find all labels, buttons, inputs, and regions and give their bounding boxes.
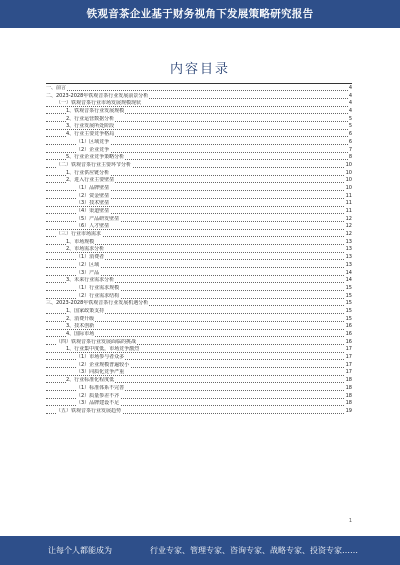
- toc-entry[interactable]: [46, 162, 352, 170]
- toc-entry[interactable]: [46, 239, 352, 247]
- toc-entry-page: 15: [345, 284, 352, 291]
- toc-entry-label: （1）消费者: [76, 254, 105, 261]
- header-band: [0, 0, 400, 28]
- toc-entry-page: 14: [345, 269, 352, 276]
- toc-entry[interactable]: [46, 185, 352, 193]
- toc-entry-page: 6: [348, 138, 352, 145]
- toc-entry-label: 3、技术创新: [66, 323, 95, 330]
- toc-entry-page: 5: [348, 115, 352, 122]
- toc-entry-page: 15: [345, 300, 352, 307]
- toc-entry-page: 11: [345, 192, 352, 199]
- toc-entry[interactable]: [46, 285, 352, 293]
- toc-entry-page: 13: [345, 238, 352, 245]
- toc-entry-page: 15: [345, 307, 352, 314]
- toc-entry-label: 1、国家政策支持: [66, 307, 105, 314]
- toc-entry-page: 17: [345, 354, 352, 361]
- toc-entry[interactable]: [46, 400, 352, 408]
- toc-entry-label: （2）企业竞争: [76, 146, 110, 153]
- toc-entry-page: 17: [345, 346, 352, 353]
- toc-entry-label: 三、2023-2028年铁观音茶行业发展机遇分析: [46, 300, 149, 307]
- toc-entry-label: （1）标准体系不完善: [76, 384, 125, 391]
- toc-entry-page: 18: [345, 384, 352, 391]
- toc-entry-label: （3）同质化竞争严重: [76, 369, 125, 376]
- toc-entry-label: （4）渠道壁垒: [76, 208, 110, 214]
- table-of-contents: [46, 83, 352, 416]
- toc-entry-label: （五）铁观音茶行业发展趋势: [56, 407, 122, 414]
- toc-entry[interactable]: [46, 369, 352, 377]
- toc-entry-label: 4、行业主要竞争格局: [66, 131, 115, 138]
- toc-entry[interactable]: [46, 100, 352, 108]
- toc-entry[interactable]: [46, 177, 352, 185]
- toc-entry-page: 11: [345, 200, 352, 207]
- toc-entry-label: （6）人才壁垒: [76, 223, 110, 230]
- toc-entry[interactable]: [46, 262, 352, 270]
- toc-entry-page: 16: [345, 338, 352, 345]
- toc-entry-label: 2、行业标准化程度低: [66, 377, 115, 384]
- toc-entry[interactable]: [46, 408, 352, 416]
- toc-entry-page: 10: [345, 169, 352, 176]
- toc-entry[interactable]: [46, 170, 352, 178]
- page-number: 1: [348, 518, 352, 524]
- toc-entry[interactable]: [46, 108, 352, 116]
- footer-band: [0, 536, 400, 565]
- toc-entry-page: 15: [345, 315, 352, 322]
- toc-entry[interactable]: [46, 362, 352, 370]
- toc-entry-label: （2）企业规模普遍较小: [76, 361, 130, 368]
- toc-entry-label: （四）铁观音茶行业发展面临的挑战: [56, 338, 137, 345]
- toc-entry-page: 10: [345, 184, 352, 191]
- toc-entry-label: 2、进入行业主要壁垒: [66, 177, 115, 184]
- toc-entry-label: 5、行业企业竞争策略分析: [66, 154, 125, 161]
- toc-entry-label: （1）区域竞争: [76, 138, 110, 145]
- toc-entry-label: 2、消费升级: [66, 315, 95, 322]
- toc-entry[interactable]: [46, 316, 352, 324]
- toc-divider: [46, 83, 352, 84]
- toc-entry[interactable]: [46, 323, 352, 331]
- toc-entry-page: 18: [345, 400, 352, 407]
- toc-entry-label: 1、行业供应链分析: [66, 169, 110, 176]
- toc-entry-page: 12: [345, 231, 352, 238]
- toc-entry[interactable]: [46, 331, 352, 339]
- toc-entry-page: 19: [345, 407, 352, 414]
- toc-entry-label: （2）行业需求结构: [76, 292, 120, 299]
- toc-entry-label: 2、行业运营数据分析: [66, 115, 115, 122]
- toc-entry-label: 2、市场需求分析: [66, 246, 105, 253]
- toc-entry[interactable]: [46, 277, 352, 285]
- toc-leader-dots: [46, 90, 352, 91]
- toc-entry-page: 11: [345, 208, 352, 214]
- toc-entry-label: （3）技术壁垒: [76, 200, 110, 207]
- toc-entry-page: 17: [345, 361, 352, 368]
- toc-entry[interactable]: [46, 300, 352, 308]
- toc-entry-label: 1、市场规模: [66, 238, 95, 245]
- toc-entry[interactable]: [46, 346, 352, 354]
- toc-entry[interactable]: [46, 293, 352, 301]
- toc-entry[interactable]: [46, 147, 352, 155]
- toc-entry-label: （2）质量参差不齐: [76, 392, 120, 399]
- toc-entry-label: （1）行业需求规模: [76, 284, 120, 291]
- toc-entry-label: 1、行业集中度低，市场竞争激烈: [66, 346, 140, 353]
- footer-slogan-left: 让每个人都能成为: [48, 546, 112, 555]
- toc-entry[interactable]: [46, 246, 352, 254]
- toc-entry-page: 10: [345, 161, 352, 168]
- toc-entry[interactable]: [46, 200, 352, 208]
- toc-entry-page: 4: [348, 92, 352, 99]
- toc-entry[interactable]: [46, 216, 352, 224]
- footer-slogan-right: 行业专家、管理专家、咨询专家、战略专家、投资专家……: [150, 546, 358, 555]
- toc-entry-page: 7: [348, 146, 352, 153]
- toc-entry-label: 1、铁观音茶行业发展规模: [66, 108, 125, 115]
- toc-entry-page: 4: [348, 108, 352, 115]
- toc-entry[interactable]: [46, 231, 352, 239]
- report-title: 铁观音茶企业基于财务视角下发展策略研究报告: [86, 8, 314, 20]
- toc-entry[interactable]: [46, 377, 352, 385]
- toc-entry-label: （三）行业市场需求: [56, 231, 102, 238]
- toc-entry-label: （3）产品: [76, 269, 100, 276]
- toc-entry[interactable]: [46, 308, 352, 316]
- toc-entry-page: 12: [345, 215, 352, 222]
- toc-entry-label: （1）市场参与者众多: [76, 354, 125, 361]
- toc-entry-label: （2）区域: [76, 261, 100, 268]
- toc-entry-label: 一、前言: [46, 85, 67, 91]
- toc-entry-page: 13: [345, 254, 352, 261]
- toc-entry[interactable]: [46, 393, 352, 401]
- toc-entry[interactable]: [46, 139, 352, 147]
- toc-entry-page: 17: [345, 369, 352, 376]
- toc-entry[interactable]: [46, 116, 352, 124]
- toc-entry[interactable]: [46, 154, 352, 162]
- toc-entry-page: 18: [345, 392, 352, 399]
- toc-entry-label: （5）产品研发壁垒: [76, 215, 120, 222]
- toc-entry-page: 6: [348, 131, 352, 138]
- toc-entry[interactable]: [46, 123, 352, 131]
- toc-entry-label: 4、国际市场: [66, 331, 95, 337]
- toc-entry-label: （一）铁观音茶行业市场发展规模现状: [56, 100, 142, 107]
- toc-entry-page: 16: [345, 323, 352, 330]
- toc-entry[interactable]: [46, 208, 352, 216]
- toc-entry-page: 13: [345, 246, 352, 253]
- toc-entry[interactable]: [46, 339, 352, 347]
- toc-entry-page: 4: [348, 100, 352, 107]
- toc-entry[interactable]: [46, 254, 352, 262]
- toc-entry-page: 12: [345, 223, 352, 230]
- toc-entry[interactable]: [46, 85, 352, 93]
- toc-entry-page: 5: [348, 123, 352, 130]
- toc-entry-page: 4: [348, 85, 352, 91]
- toc-entry[interactable]: [46, 354, 352, 362]
- toc-entry-label: （1）品牌壁垒: [76, 184, 110, 191]
- toc-entry-label: 3、未来行业需求分析: [66, 277, 115, 284]
- toc-entry-page: 10: [345, 177, 352, 184]
- toc-entry[interactable]: [46, 93, 352, 101]
- toc-entry-page: 13: [345, 261, 352, 268]
- toc-entry[interactable]: [46, 131, 352, 139]
- toc-entry-label: （3）品牌建设不足: [76, 400, 120, 407]
- toc-entry[interactable]: [46, 193, 352, 201]
- toc-entry-page: 8: [348, 154, 352, 161]
- toc-entry-label: 3、行业发展所处阶段: [66, 123, 115, 130]
- toc-entry-page: 14: [345, 277, 352, 284]
- toc-entry-label: （2）资金壁垒: [76, 192, 110, 199]
- toc-heading: 内容目录: [169, 62, 230, 77]
- toc-entry-label: 二、2023-2028年铁观音茶行业发展前景分析: [46, 92, 149, 99]
- toc-entry[interactable]: [46, 223, 352, 231]
- toc-entry[interactable]: [46, 385, 352, 393]
- toc-entry[interactable]: [46, 270, 352, 278]
- toc-entry-page: 18: [345, 377, 352, 384]
- toc-entry-page: 16: [345, 331, 352, 337]
- toc-entry-page: 15: [345, 292, 352, 299]
- toc-entry-label: （二）铁观音茶行业主要环节分析: [56, 161, 132, 168]
